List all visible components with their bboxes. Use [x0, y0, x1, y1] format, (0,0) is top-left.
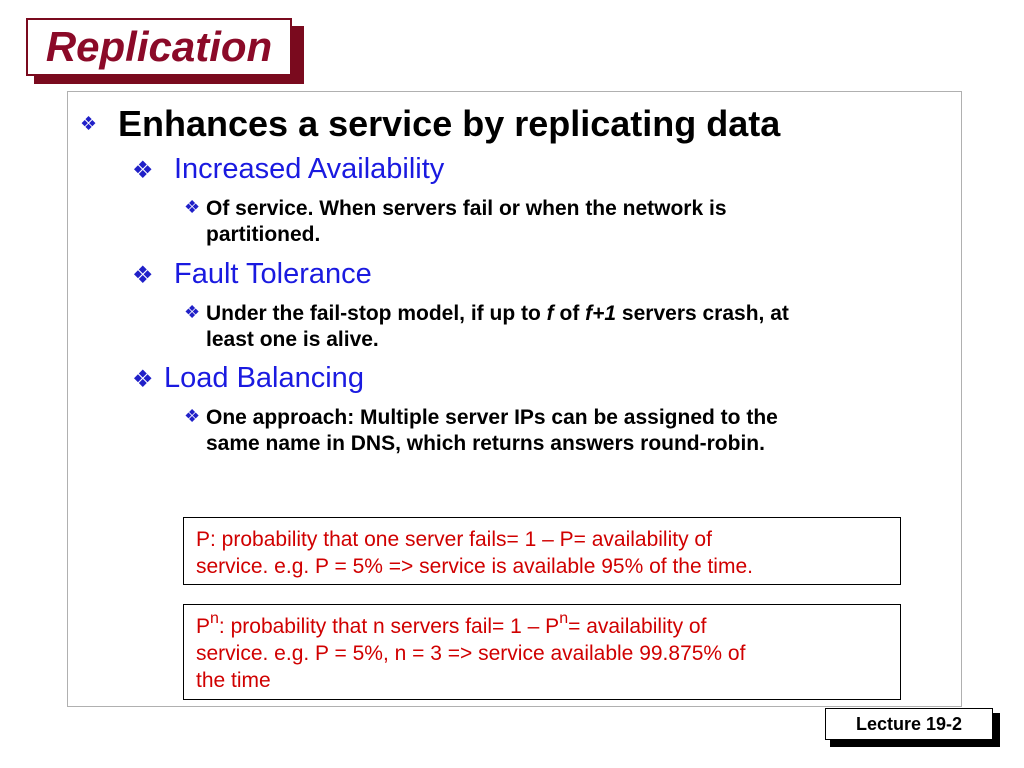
box-line: service. e.g. P = 5% => service is available 95% of the time.	[196, 555, 753, 578]
lecture-label	[825, 708, 995, 742]
box-text: = availability of	[568, 615, 707, 638]
diamond-bullet-icon: ❖	[132, 262, 154, 289]
availability-detail	[184, 196, 929, 248]
detail-var-f: f	[546, 302, 554, 325]
detail-text: of	[553, 302, 586, 325]
box-line: service. e.g. P = 5%, n = 3 => service available 99.875% of	[196, 642, 746, 665]
detail-line: One approach: Multiple server IPs can be assigned to the	[206, 406, 778, 429]
detail-line: Of service. When servers fail or when the network is	[206, 197, 727, 220]
diamond-bullet-icon: ❖	[132, 157, 154, 184]
title-frame	[26, 18, 292, 76]
detail-text: Under the fail-stop model, if up to	[206, 302, 547, 325]
detail-line: least one is alive.	[206, 328, 379, 351]
diamond-bullet-icon: ❖	[184, 302, 201, 322]
diamond-bullet-icon: ❖	[184, 197, 201, 217]
slide-title: Replication	[45, 23, 273, 70]
point-heading: Load Balancing	[164, 362, 364, 394]
box-superscript: n	[559, 610, 569, 627]
point-heading: Fault Tolerance	[174, 258, 372, 290]
box-line: the time	[196, 669, 271, 692]
box-line: P: probability that one server fails= 1 – P= availability of	[196, 528, 712, 551]
detail-text: servers crash, at	[616, 302, 789, 325]
main-bullet-text: Enhances a service by replicating data	[118, 103, 781, 144]
load-balancing-detail	[184, 405, 929, 457]
box-text: : probability that n servers fail= 1 – P	[218, 615, 560, 638]
point-heading: Increased Availability	[174, 153, 445, 185]
probability-box-multiple	[183, 604, 901, 700]
detail-line: same name in DNS, which returns answers round-robin.	[206, 432, 765, 455]
fault-tolerance-detail	[184, 301, 929, 353]
title-box	[26, 18, 296, 76]
diamond-bullet-icon: ❖	[184, 406, 201, 426]
detail-var-f1: f+1	[585, 302, 617, 325]
lecture-text: Lecture 19-2	[825, 708, 993, 740]
box-superscript: n	[210, 610, 219, 627]
probability-box-single	[183, 517, 901, 585]
diamond-bullet-icon: ❖	[80, 114, 98, 135]
box-text: P	[196, 615, 211, 638]
diamond-bullet-icon: ❖	[132, 366, 154, 393]
detail-line: partitioned.	[206, 223, 321, 246]
